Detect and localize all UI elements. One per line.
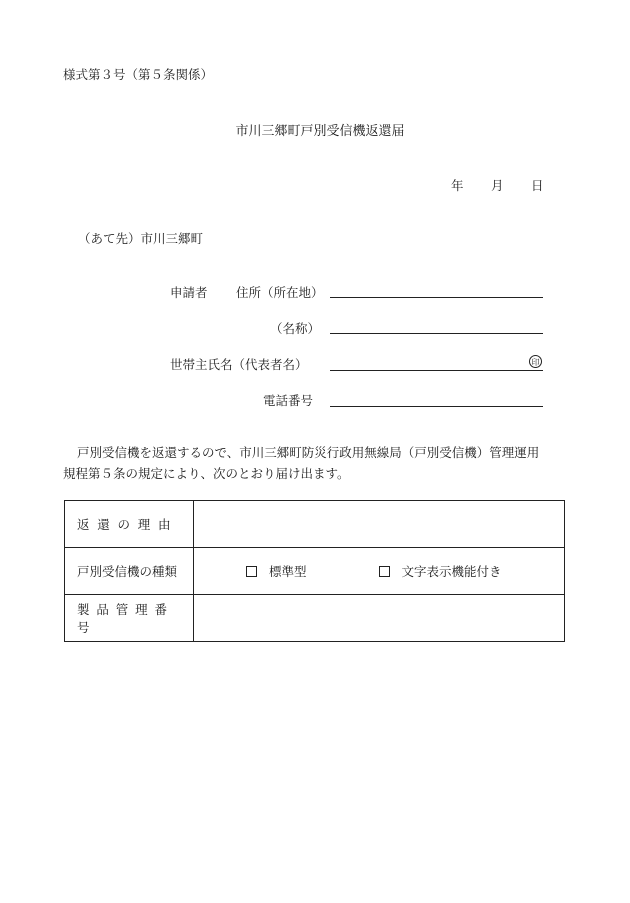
option-text-display[interactable] — [379, 562, 502, 580]
table-row — [65, 548, 565, 595]
product-number-label: 製品管理番号 — [77, 602, 174, 635]
table-row — [65, 501, 565, 548]
address-label: 住所（所在地） — [236, 285, 324, 300]
householder-field[interactable] — [330, 370, 543, 371]
phone-label: 電話番号 — [263, 393, 314, 408]
table-row — [65, 595, 565, 642]
body-line-2: 規程第５条の規定により、次のとおり届け出ます。 — [63, 466, 350, 481]
date-day-label: 日 — [531, 178, 544, 193]
return-details-table — [64, 500, 565, 642]
return-reason-value — [194, 517, 208, 532]
date-year-label: 年 — [451, 178, 464, 193]
checkbox-standard[interactable] — [246, 566, 257, 577]
return-reason-label: 返還の理由 — [77, 517, 179, 532]
product-number-input[interactable] — [194, 595, 565, 642]
product-number-value — [194, 611, 208, 626]
address-field[interactable] — [330, 297, 543, 298]
body-line-1: 戸別受信機を返還するので、市川三郷町防災行政用無線局（戸別受信機）管理運用 — [77, 445, 540, 460]
name-label: （名称） — [270, 321, 321, 336]
option-text-display-label: 文字表示機能付き — [401, 564, 502, 579]
phone-field[interactable] — [330, 406, 543, 407]
householder-label: 世帯主氏名（代表者名） — [170, 357, 308, 372]
product-number-label-cell — [65, 595, 194, 642]
name-field[interactable] — [330, 333, 543, 334]
addressee: （あて先）市川三郷町 — [78, 231, 204, 246]
body-text — [63, 442, 575, 484]
receiver-type-label: 戸別受信機の種類 — [77, 564, 178, 579]
option-standard-label: 標準型 — [269, 564, 307, 579]
seal-mark-icon: 印 — [529, 355, 542, 368]
date-month-label: 月 — [491, 178, 504, 193]
receiver-type-options — [194, 548, 565, 595]
form-number: 様式第３号（第５条関係） — [63, 67, 214, 82]
option-standard[interactable] — [246, 562, 307, 580]
checkbox-text-display[interactable] — [379, 566, 390, 577]
return-reason-input[interactable] — [194, 501, 565, 548]
document-title: 市川三郷町戸別受信機返還届 — [235, 124, 405, 139]
applicant-section-label: 申請者 — [170, 285, 208, 300]
return-reason-label-cell — [65, 501, 194, 548]
receiver-type-label-cell — [65, 548, 194, 595]
